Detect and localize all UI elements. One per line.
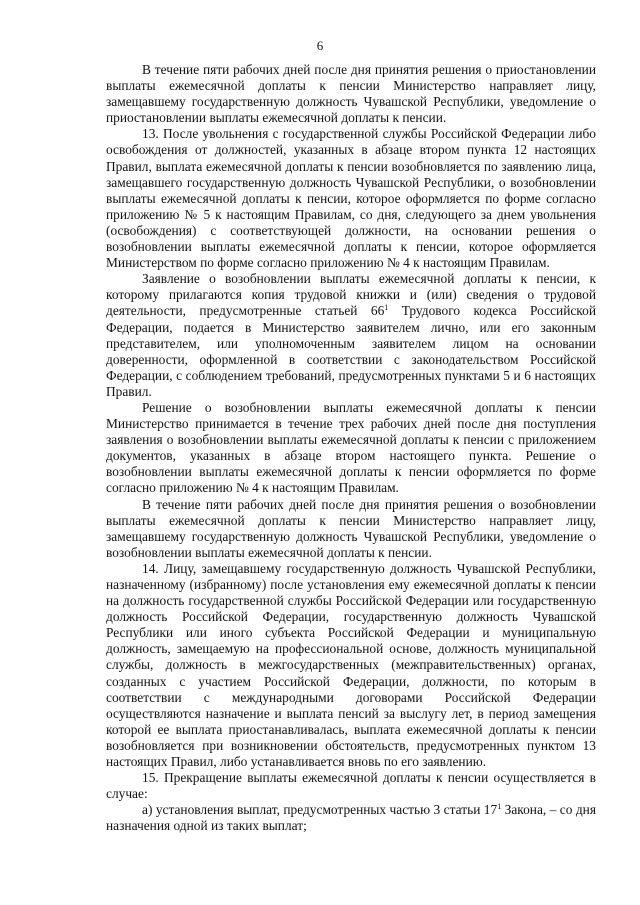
paragraph	[106, 802, 596, 834]
paragraph	[106, 561, 596, 770]
paragraph-text: Заявление о возобновлении выплаты ежемесячной доплаты к пенсии, к которому прилагаются копия трудовой книжки и (или) сведения о трудовой деятельности, предусмотренные статьей 66	[106, 271, 596, 319]
paragraph-text: В течение пяти рабочих дней после дня принятия решения о возобновлении выплаты ежемесячной доплаты к пенсии Министерство направляет лицу, замещавшему государственную должность Чувашской Республики, уведомление о возобновлении выплаты ежемесячной доплаты к пенсии.	[106, 496, 596, 560]
paragraph-text: 13. После увольнения с государственной службы Российской Федерации либо освобождения от должностей, указанных в абзаце втором пункта 12 настоящих Правил, выплата ежемесячной доплаты к пенсии возобновляется по заявлению лица, замещавшего государственную должность Чувашской Республики, о возобновлении выплаты ежемесячной доплаты к пенсии, которое оформляется по форме согласно приложению № 5 к настоящим Правилам, со дня, следующего за днем увольнения (освобождения) с соответствующей должности, на основании решения о возобновлении выплаты ежемесячной доплаты к пенсии, которое оформляется Министерством по форме согласно приложению № 4 к настоящим Правилам.	[106, 126, 596, 271]
paragraph-text: Трудового кодекса Российской Федерации, подается в Министерство заявителем лично, или его законным представителем, или уполномоченным заявителем лицом на основании доверенности, оформленной в соответствии с законодательством Российской Федерации, с соблюдением требований, предусмотренных пунктами 5 и 6 настоящих Правил.	[106, 303, 596, 399]
paragraph	[106, 400, 596, 497]
paragraph	[106, 126, 596, 271]
paragraph	[106, 770, 596, 802]
paragraph	[106, 62, 596, 126]
paragraph	[106, 497, 596, 561]
paragraph-text: В течение пяти рабочих дней после дня принятия решения о приостановлении выплаты ежемесячной доплаты к пенсии Министерство направляет лицу, замещавшему государственную должность Чувашской Республики, уведомление о приостановлении выплаты ежемесячной доплаты к пенсии.	[106, 62, 596, 126]
superscript: 1	[497, 802, 502, 812]
paragraph	[106, 271, 596, 400]
paragraph-text: Решение о возобновлении выплаты ежемесячной доплаты к пенсии Министерство принимается в течение трех рабочих дней после дня поступления заявления о возобновлении выплаты ежемесячной доплаты к пенсии с приложением документов, указанных в абзаце втором настоящего пункта. Решение о возобновлении выплаты ежемесячной доплаты к пенсии оформляется по форме согласно приложению № 4 к настоящим Правилам.	[106, 399, 596, 496]
document-body	[106, 62, 596, 835]
page-number: 6	[316, 38, 324, 53]
paragraph-text: 14. Лицу, замещавшему государственную должность Чувашской Республики, назначенному (избранному) после установления ему ежемесячной доплаты к пенсии на должность государственной службы Российской Федерации или государственную должность Российской Федерации, государственную должность Чувашской Республики или иного субъекта Российской Федерации и муниципальную должность, замещаемую на профессиональной основе, должность муниципальной службы, должность в межгосударственных (межправительственных) органах, созданных с участием Российской Федерации, должности, по которым в соответствии с международными договорами Российской Федерации осуществляются назначение и выплата пенсий за выслугу лет, в период замещения которой ее выплата приостанавливалась, выплата ежемесячной доплаты к пенсии возобновляется при возникновении обстоятельств, предусмотренных пунктом 13 настоящих Правил, либо устанавливается вновь по его заявлению.	[106, 560, 596, 770]
paragraph-text: 15. Прекращение выплаты ежемесячной доплаты к пенсии осуществляется в случае:	[106, 770, 596, 802]
paragraph-text: Закона, – со дня назначения одной из таких выплат;	[106, 802, 596, 834]
paragraph-text: а) установления выплат, предусмотренных частью 3 статьи 17	[142, 802, 498, 818]
superscript: 1	[384, 303, 389, 313]
